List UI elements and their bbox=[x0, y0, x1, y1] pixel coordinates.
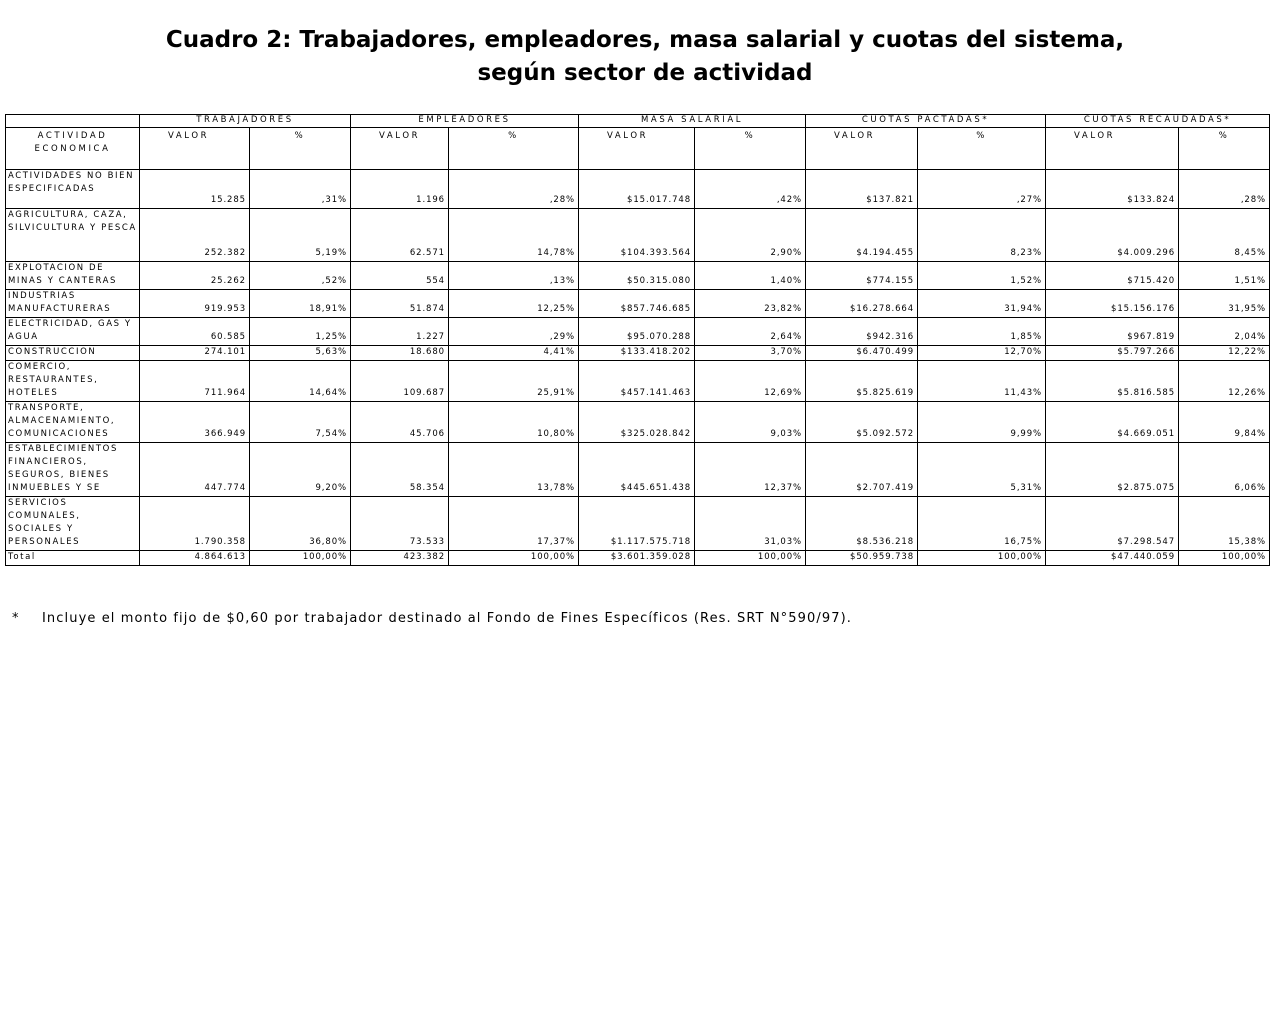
sub-header-percent: % bbox=[1179, 128, 1270, 170]
value-cell: $5.092.572 bbox=[806, 402, 918, 443]
value-cell: 109.687 bbox=[351, 361, 449, 402]
value-cell: $50.959.738 bbox=[806, 551, 918, 566]
percent-cell: 1,52% bbox=[918, 262, 1046, 290]
value-cell: $2.707.419 bbox=[806, 443, 918, 497]
value-cell: $2.875.075 bbox=[1046, 443, 1179, 497]
value-cell: $133.824 bbox=[1046, 170, 1179, 209]
footnote-mark: * bbox=[12, 611, 20, 626]
value-cell: $6.470.499 bbox=[806, 346, 918, 361]
group-header-masa-salarial: MASA SALARIAL bbox=[579, 115, 806, 128]
group-header-cuotas-pactadas: CUOTAS PACTADAS* bbox=[806, 115, 1046, 128]
value-cell: 1.227 bbox=[351, 318, 449, 346]
percent-cell: 100,00% bbox=[449, 551, 579, 566]
row-label: ESTABLECIMIENTOS FINANCIEROS, SEGUROS, BIENES INMUEBLES Y SE bbox=[6, 443, 140, 497]
row-label: EXPLOTACION DE MINAS Y CANTERAS bbox=[6, 262, 140, 290]
value-cell: 58.354 bbox=[351, 443, 449, 497]
percent-cell: 31,03% bbox=[695, 497, 806, 551]
percent-cell: 6,06% bbox=[1179, 443, 1270, 497]
activity-header: ACTIVIDAD ECONOMICA bbox=[6, 128, 140, 170]
value-cell: $133.418.202 bbox=[579, 346, 695, 361]
percent-cell: 9,84% bbox=[1179, 402, 1270, 443]
percent-cell: 8,45% bbox=[1179, 209, 1270, 262]
percent-cell: 5,63% bbox=[250, 346, 351, 361]
percent-cell: 9,03% bbox=[695, 402, 806, 443]
value-cell: 252.382 bbox=[140, 209, 250, 262]
group-header-row bbox=[6, 115, 1270, 128]
row-label: ELECTRICIDAD, GAS Y AGUA bbox=[6, 318, 140, 346]
table-row bbox=[6, 361, 1270, 402]
percent-cell: 100,00% bbox=[918, 551, 1046, 566]
sub-header-percent: % bbox=[449, 128, 579, 170]
value-cell: 4.864.613 bbox=[140, 551, 250, 566]
percent-cell: 8,23% bbox=[918, 209, 1046, 262]
value-cell: $50.315.080 bbox=[579, 262, 695, 290]
value-cell: $15.017.748 bbox=[579, 170, 695, 209]
value-cell: $857.746.685 bbox=[579, 290, 695, 318]
value-cell: $104.393.564 bbox=[579, 209, 695, 262]
value-cell: $5.816.585 bbox=[1046, 361, 1179, 402]
percent-cell: 18,91% bbox=[250, 290, 351, 318]
table-body bbox=[6, 170, 1270, 566]
value-cell: 45.706 bbox=[351, 402, 449, 443]
table-row bbox=[6, 318, 1270, 346]
value-cell: $774.155 bbox=[806, 262, 918, 290]
percent-cell: ,42% bbox=[695, 170, 806, 209]
row-label: COMERCIO, RESTAURANTES, HOTELES bbox=[6, 361, 140, 402]
percent-cell: 9,99% bbox=[918, 402, 1046, 443]
value-cell: $4.009.296 bbox=[1046, 209, 1179, 262]
sub-header-valor: VALOR bbox=[806, 128, 918, 170]
sub-header-percent: % bbox=[250, 128, 351, 170]
value-cell: $445.651.438 bbox=[579, 443, 695, 497]
value-cell: 554 bbox=[351, 262, 449, 290]
percent-cell: 10,80% bbox=[449, 402, 579, 443]
page-title bbox=[0, 24, 1280, 90]
percent-cell: 12,37% bbox=[695, 443, 806, 497]
percent-cell: 31,94% bbox=[918, 290, 1046, 318]
sub-header-percent: % bbox=[918, 128, 1046, 170]
percent-cell: 12,70% bbox=[918, 346, 1046, 361]
table-row bbox=[6, 290, 1270, 318]
percent-cell: 3,70% bbox=[695, 346, 806, 361]
table-row bbox=[6, 497, 1270, 551]
percent-cell: 12,69% bbox=[695, 361, 806, 402]
value-cell: 919.953 bbox=[140, 290, 250, 318]
group-header-empleadores: EMPLEADORES bbox=[351, 115, 579, 128]
title-line-2: según sector de actividad bbox=[477, 60, 813, 86]
value-cell: $942.316 bbox=[806, 318, 918, 346]
percent-cell: ,31% bbox=[250, 170, 351, 209]
sub-header-valor: VALOR bbox=[579, 128, 695, 170]
table-row bbox=[6, 262, 1270, 290]
percent-cell: 12,25% bbox=[449, 290, 579, 318]
value-cell: 18.680 bbox=[351, 346, 449, 361]
title-line-1: Cuadro 2: Trabajadores, empleadores, masa salarial y cuotas del sistema, bbox=[165, 27, 1125, 53]
value-cell: 447.774 bbox=[140, 443, 250, 497]
percent-cell: 36,80% bbox=[250, 497, 351, 551]
value-cell: 51.874 bbox=[351, 290, 449, 318]
table-row bbox=[6, 170, 1270, 209]
value-cell: $5.825.619 bbox=[806, 361, 918, 402]
percent-cell: 23,82% bbox=[695, 290, 806, 318]
value-cell: 1.196 bbox=[351, 170, 449, 209]
percent-cell: 2,64% bbox=[695, 318, 806, 346]
table-row bbox=[6, 402, 1270, 443]
table-row bbox=[6, 346, 1270, 361]
percent-cell: ,52% bbox=[250, 262, 351, 290]
percent-cell: 12,22% bbox=[1179, 346, 1270, 361]
value-cell: $1.117.575.718 bbox=[579, 497, 695, 551]
percent-cell: ,28% bbox=[449, 170, 579, 209]
percent-cell: 1,40% bbox=[695, 262, 806, 290]
value-cell: $325.028.842 bbox=[579, 402, 695, 443]
percent-cell: 100,00% bbox=[695, 551, 806, 566]
percent-cell: 31,95% bbox=[1179, 290, 1270, 318]
percent-cell: 17,37% bbox=[449, 497, 579, 551]
value-cell: $47.440.059 bbox=[1046, 551, 1179, 566]
value-cell: $16.278.664 bbox=[806, 290, 918, 318]
value-cell: 60.585 bbox=[140, 318, 250, 346]
row-label: ACTIVIDADES NO BIEN ESPECIFICADAS bbox=[6, 170, 140, 209]
value-cell: $715.420 bbox=[1046, 262, 1179, 290]
value-cell: 25.262 bbox=[140, 262, 250, 290]
percent-cell: 25,91% bbox=[449, 361, 579, 402]
value-cell: $137.821 bbox=[806, 170, 918, 209]
value-cell: 73.533 bbox=[351, 497, 449, 551]
percent-cell: 4,41% bbox=[449, 346, 579, 361]
value-cell: 274.101 bbox=[140, 346, 250, 361]
value-cell: $8.536.218 bbox=[806, 497, 918, 551]
value-cell: $3.601.359.028 bbox=[579, 551, 695, 566]
value-cell: $7.298.547 bbox=[1046, 497, 1179, 551]
group-header-cuotas-recaudadas: CUOTAS RECAUDADAS* bbox=[1046, 115, 1270, 128]
percent-cell: 2,90% bbox=[695, 209, 806, 262]
percent-cell: ,13% bbox=[449, 262, 579, 290]
percent-cell: 100,00% bbox=[1179, 551, 1270, 566]
footnote-text: Incluye el monto fijo de $0,60 por trabajador destinado al Fondo de Fines Específicos (Res. SRT N°590/97). bbox=[42, 611, 852, 626]
row-label: TRANSPORTE, ALMACENAMIENTO, COMUNICACIONES bbox=[6, 402, 140, 443]
value-cell: $4.669.051 bbox=[1046, 402, 1179, 443]
percent-cell: 1,85% bbox=[918, 318, 1046, 346]
value-cell: 423.382 bbox=[351, 551, 449, 566]
sub-header-valor: VALOR bbox=[140, 128, 250, 170]
percent-cell: 14,78% bbox=[449, 209, 579, 262]
percent-cell: 2,04% bbox=[1179, 318, 1270, 346]
row-label: Total bbox=[6, 551, 140, 566]
group-header-trabajadores: TRABAJADORES bbox=[140, 115, 351, 128]
percent-cell: 15,38% bbox=[1179, 497, 1270, 551]
percent-cell: 14,64% bbox=[250, 361, 351, 402]
table-row bbox=[6, 551, 1270, 566]
percent-cell: ,27% bbox=[918, 170, 1046, 209]
percent-cell: 100,00% bbox=[250, 551, 351, 566]
blank-corner-cell bbox=[6, 115, 140, 128]
percent-cell: 9,20% bbox=[250, 443, 351, 497]
table-row bbox=[6, 209, 1270, 262]
percent-cell: 12,26% bbox=[1179, 361, 1270, 402]
footnote bbox=[12, 611, 852, 626]
sub-header-valor: VALOR bbox=[351, 128, 449, 170]
value-cell: $457.141.463 bbox=[579, 361, 695, 402]
percent-cell: ,28% bbox=[1179, 170, 1270, 209]
value-cell: 711.964 bbox=[140, 361, 250, 402]
table-row bbox=[6, 443, 1270, 497]
percent-cell: 16,75% bbox=[918, 497, 1046, 551]
data-table bbox=[5, 114, 1270, 566]
value-cell: $967.819 bbox=[1046, 318, 1179, 346]
percent-cell: ,29% bbox=[449, 318, 579, 346]
value-cell: 1.790.358 bbox=[140, 497, 250, 551]
value-cell: 62.571 bbox=[351, 209, 449, 262]
sub-header-row bbox=[6, 128, 1270, 170]
value-cell: $4.194.455 bbox=[806, 209, 918, 262]
value-cell: $15.156.176 bbox=[1046, 290, 1179, 318]
row-label: AGRICULTURA, CAZA, SILVICULTURA Y PESCA bbox=[6, 209, 140, 262]
sub-header-valor: VALOR bbox=[1046, 128, 1179, 170]
row-label: INDUSTRIAS MANUFACTURERAS bbox=[6, 290, 140, 318]
percent-cell: 5,19% bbox=[250, 209, 351, 262]
row-label: CONSTRUCCION bbox=[6, 346, 140, 361]
value-cell: $95.070.288 bbox=[579, 318, 695, 346]
value-cell: 15.285 bbox=[140, 170, 250, 209]
percent-cell: 1,51% bbox=[1179, 262, 1270, 290]
percent-cell: 7,54% bbox=[250, 402, 351, 443]
percent-cell: 11,43% bbox=[918, 361, 1046, 402]
sub-header-percent: % bbox=[695, 128, 806, 170]
percent-cell: 13,78% bbox=[449, 443, 579, 497]
row-label: SERVICIOS COMUNALES, SOCIALES Y PERSONALES bbox=[6, 497, 140, 551]
value-cell: $5.797.266 bbox=[1046, 346, 1179, 361]
percent-cell: 1,25% bbox=[250, 318, 351, 346]
percent-cell: 5,31% bbox=[918, 443, 1046, 497]
value-cell: 366.949 bbox=[140, 402, 250, 443]
